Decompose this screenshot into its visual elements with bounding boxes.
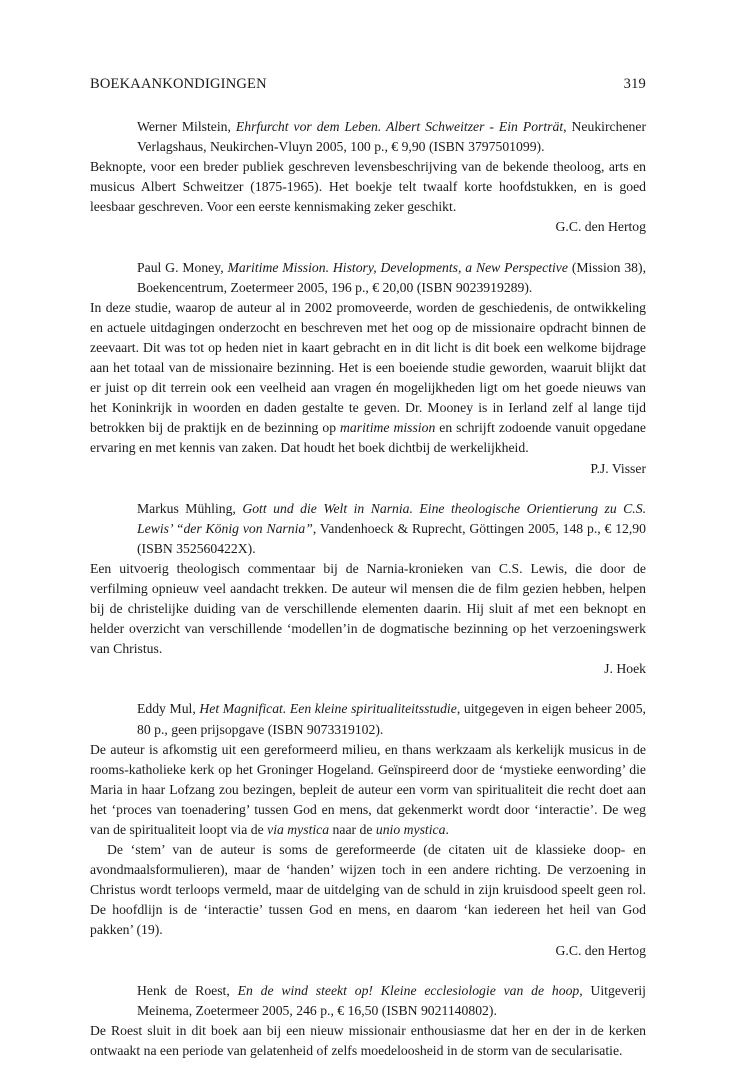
review-paragraph [90, 1021, 646, 1061]
italic-text: Het Magnificat. Een kleine spiritualiteitsstudie [199, 701, 457, 717]
italic-text: En de wind steekt op! Kleine ecclesiologie van de hoop [237, 982, 580, 998]
reviewer-name: J. Hoek [604, 661, 646, 677]
book-citation [90, 258, 646, 298]
text-run: (Mission 38), Boekencentrum, Zoetermeer 2005, 196 p., € 20,00 (ISBN 9023919289). [137, 259, 646, 295]
book-citation [90, 117, 646, 157]
text-run: , Uitgeverij Meinema, Zoetermeer 2005, 246 p., € 16,50 (ISBN 9021140802). [137, 982, 646, 1018]
review-body [90, 298, 646, 459]
document-page [90, 76, 646, 1061]
review-body [90, 740, 646, 941]
text-run: Henk de Roest, [137, 982, 238, 998]
italic-text: via mystica [267, 822, 330, 837]
book-review [90, 258, 646, 479]
book-review [90, 117, 646, 238]
review-paragraph [90, 298, 646, 459]
text-run: De Roest sluit in dit boek aan bij een nieuw missionair enthousiasme dat her en der in de kerken ontwaakt na een periode van gelatenheid of zelfs moedeloosheid in de storm van de secularisatie. [90, 1022, 646, 1058]
book-citation [90, 499, 646, 559]
text-run: Markus Mühling, [137, 500, 243, 516]
book-review [90, 499, 646, 680]
reviewer-name: G.C. den Hertog [555, 219, 646, 235]
book-citation [90, 981, 646, 1021]
italic-text: Gott und die Welt in Narnia. Eine theologische Orientierung zu C.S. Lewis’ “der König von Narnia” [137, 500, 646, 536]
text-run: . [445, 822, 449, 837]
italic-text: maritime mission [340, 420, 436, 436]
book-citation [90, 699, 646, 739]
text-run: Werner Milstein, [137, 119, 236, 134]
text-run: In deze studie, waarop de auteur al in 2002 promoveerde, worden de geschiedenis, de ontwikkeling en actuele uitdagingen onderzocht en beschreven met het oog op de missionaire opdracht binnen de zeevaart. Dit was tot op heden niet in kaart gebracht en in dit licht is dit boek een welkome bijdrage aan het totaal van de missionaire bezinning. Het is een boeiende studie geworden, waaruit blijkt dat er juist op dit terrein ook een veelheid aan vragen én mogelijkheden ligt om het goede nieuws van het Koninkrijk in woorden en daden gestalte te geven. Dr. Mooney is in Ierland zelf al lange tijd betrokken bij de praktijk en de bezinning op [90, 299, 646, 436]
section-title: BOEKAANKONDIGINGEN [90, 76, 267, 92]
review-paragraph [90, 740, 646, 840]
reviewer-name: P.J. Visser [590, 460, 646, 476]
text-run: Beknopte, voor een breder publiek geschreven levensbeschrijving van de bekende theoloog, arts en musicus Albert Schweitzer (1875-1965). Het boekje telt twaalf korte hoofdstukken, en is goed leesbaar geschreven. Voor een eerste kennismaking zeker geschikt. [90, 159, 646, 215]
review-body [90, 559, 646, 659]
text-run: Paul G. Money, [137, 259, 228, 275]
running-head [90, 76, 646, 93]
italic-text: Maritime Mission. History, Developments, a New Perspective [227, 259, 568, 275]
review-paragraph [90, 840, 646, 940]
review-body [90, 157, 646, 217]
review-paragraph [90, 559, 646, 659]
book-review [90, 981, 646, 1061]
text-run: en schrijft zodoende vanuit opgedane ervaring en met kennis van zaken. Dat houdt het boek dichtbij de werkelijkheid. [90, 420, 647, 456]
italic-text: unio mystica [375, 822, 446, 837]
reviewer-name: G.C. den Hertog [555, 942, 646, 958]
review-list [90, 117, 646, 1061]
book-review [90, 699, 646, 960]
text-run: naar de [329, 822, 376, 837]
page-number: 319 [623, 76, 646, 92]
text-run: Een uitvoerig theologisch commentaar bij de Narnia-kronieken van C.S. Lewis, die door de verfilming opnieuw veel aandacht trekken. De auteur wil mensen die de film gezien hebben, helpen bij de christelijke duiding van de verschillende elementen daarin. Hij sluit af met een beknopt en helder overzicht van verschillende ‘modellen’in de dogmatische bezinning op het verzoeningswerk van Christus. [90, 560, 646, 657]
text-run: , Neukirchener Verlagshaus, Neukirchen-Vluyn 2005, 100 p., € 9,90 (ISBN 3797501099). [137, 119, 646, 155]
review-paragraph [90, 157, 646, 217]
text-run: De auteur is afkomstig uit een gereformeerd milieu, en thans werkzaam als kerkelijk musicus in de rooms-katholieke kerk op het Groninger Hogeland. Geïnspireerd door de ‘mystieke eenwording’ die Maria in haar Lofzang zou bezingen, bepleit de auteur een vorm van spiritualiteit die recht doet aan het ‘proces van toenadering’ tussen God en mens, dat gekenmerkt wordt door ‘interactie’. De weg van de spiritualiteit loopt via de [90, 741, 646, 837]
text-run: De ‘stem’ van de auteur is soms de gereformeerde (de citaten uit de klassieke doop- en avondmaalsformulieren), maar de ‘handen’ wijzen toch in een andere richting. De verzoening in Christus wordt terloops vermeld, maar de uitdelging van de schuld in zijn kruisdood speelt geen rol. De hoofdlijn is de ‘interactie’ tussen God en mens, en daarom ‘kan iedereen het heil van God pakken’ (19). [90, 842, 646, 938]
text-run: , Vandenhoeck & Ruprecht, Göttingen 2005, 148 p., € 12,90 (ISBN 352560422X). [137, 520, 646, 556]
review-body [90, 1021, 646, 1061]
italic-text: Ehrfurcht vor dem Leben. Albert Schweitzer - Ein Porträt [235, 119, 564, 134]
text-run: Eddy Mul, [137, 701, 200, 717]
text-run: , uitgegeven in eigen beheer 2005, 80 p., geen prijsopgave (ISBN 9073319102). [137, 701, 646, 737]
